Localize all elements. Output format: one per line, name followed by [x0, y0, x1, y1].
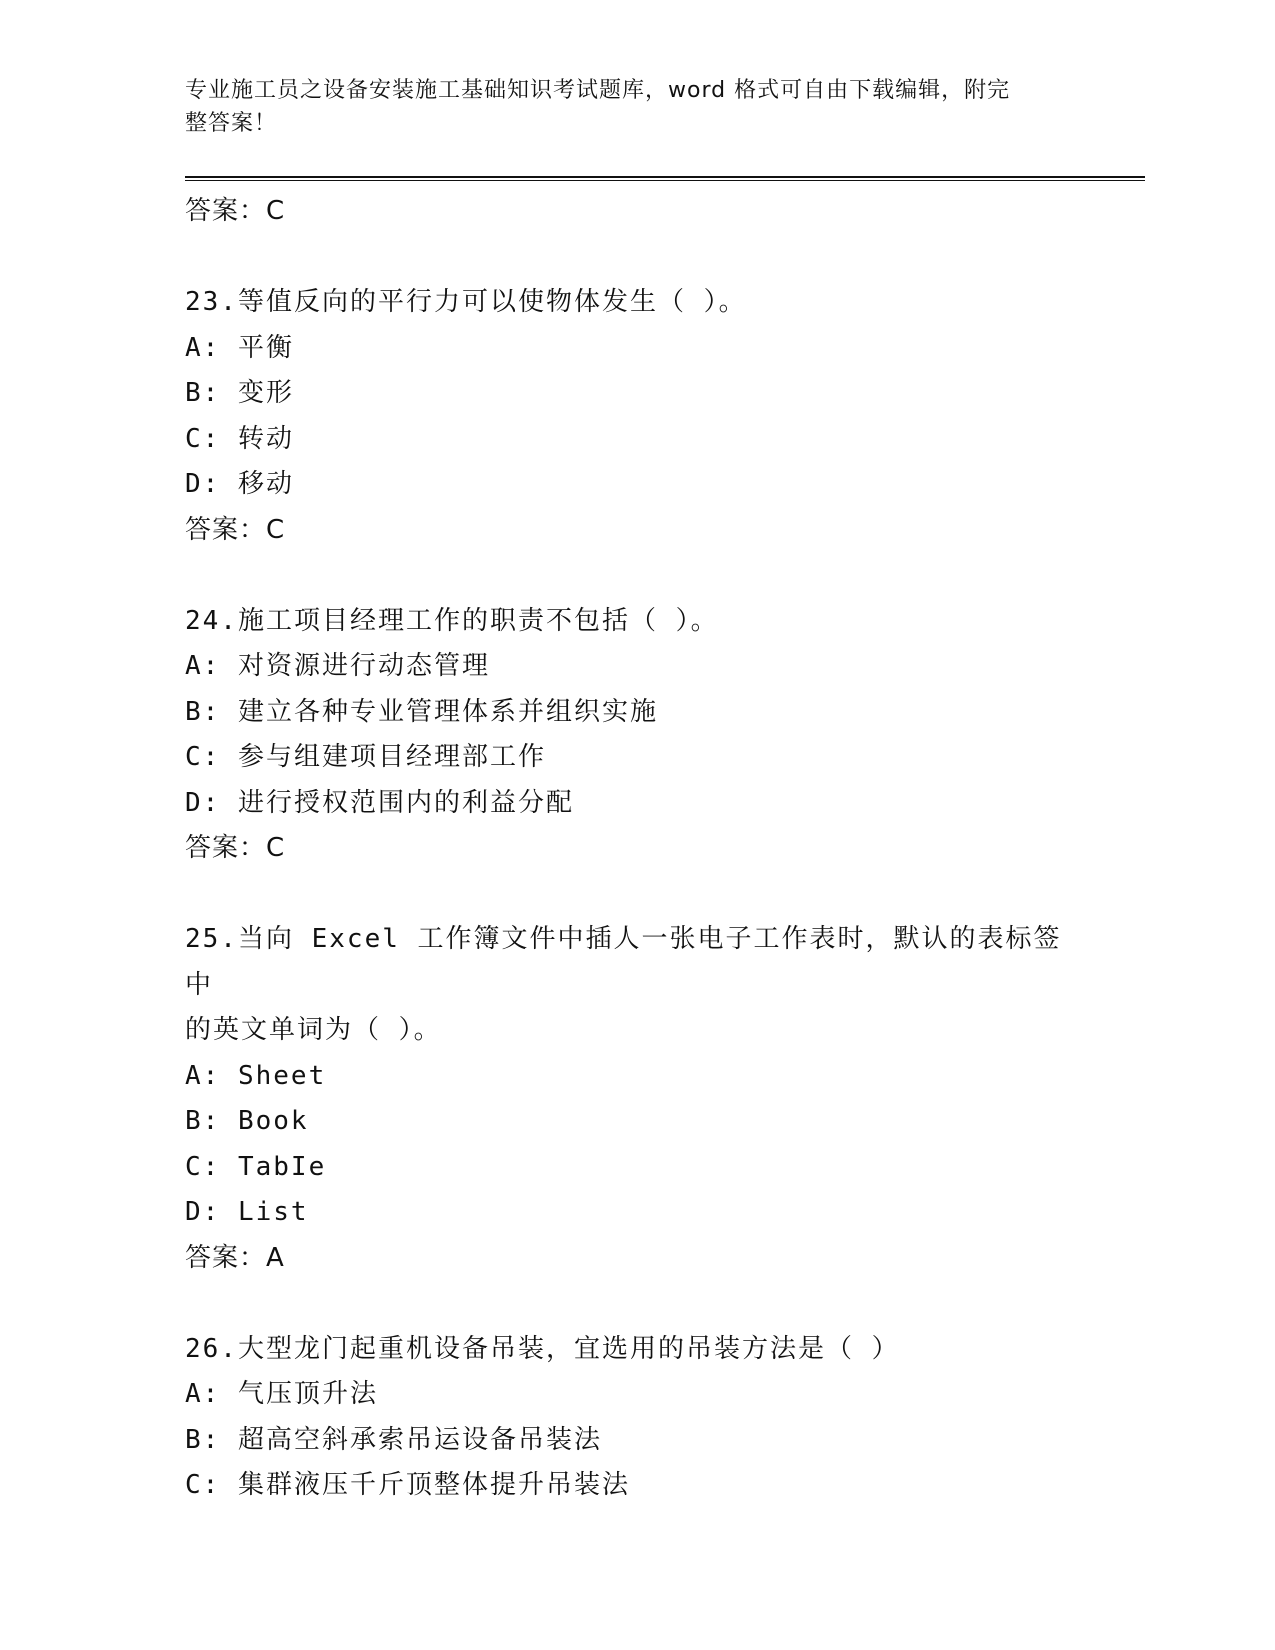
option-b: B: 超高空斜承索吊运设备吊装法: [185, 1424, 602, 1455]
header-rule: [185, 176, 1145, 181]
option-c: C: 参与组建项目经理部工作: [185, 742, 546, 772]
option-a: A: Sheet: [185, 1060, 327, 1091]
question-24: [185, 599, 1085, 872]
option-d: D: 进行授权范围内的利益分配: [185, 787, 574, 818]
option-a: A: 对资源进行动态管理: [185, 651, 490, 681]
option-a: A: 平衡: [185, 332, 294, 363]
option-c: C: 转动: [185, 423, 294, 454]
question-text: 26.大型龙门起重机设备吊装，宜选用的吊装方法是（ ）: [185, 1333, 900, 1364]
answer: 答案：A: [185, 1242, 285, 1273]
option-c: C: 集群液压千斤顶整体提升吊装法: [185, 1470, 630, 1500]
question-25: [185, 917, 1085, 1281]
header-line-1: 专业施工员之设备安装施工基础知识考试题库，word 格式可自由下载编辑，附完: [185, 78, 1011, 103]
document-header: [185, 74, 1055, 140]
question-list: [185, 189, 1085, 1509]
previous-answer: 答案：C: [185, 196, 286, 226]
answer: 答案：C: [185, 833, 286, 863]
question-23: [185, 280, 1085, 553]
question-text: 23.等值反向的平行力可以使物体发生（ ）。: [185, 287, 747, 317]
question-text: 24.施工项目经理工作的职责不包括（ ）。: [185, 605, 719, 636]
question-26: [185, 1327, 1085, 1509]
document-page: [185, 0, 1145, 1650]
option-b: B: 建立各种专业管理体系并组织实施: [185, 696, 658, 727]
option-c: C: TabIe: [185, 1151, 327, 1182]
question-text-line-1: 25.当向 Excel 工作簿文件中插人一张电子工作表时，默认的表标签中: [185, 924, 1062, 1000]
option-d: D: 移动: [185, 469, 294, 499]
option-d: D: List: [185, 1197, 309, 1227]
header-line-2: 整答案！: [185, 111, 278, 136]
option-b: B: 变形: [185, 378, 294, 408]
answer: 答案：C: [185, 514, 286, 545]
option-a: A: 气压顶升法: [185, 1379, 378, 1409]
question-text-line-2: 的英文单词为（ ）。: [185, 1015, 442, 1045]
option-b: B: Book: [185, 1106, 309, 1136]
